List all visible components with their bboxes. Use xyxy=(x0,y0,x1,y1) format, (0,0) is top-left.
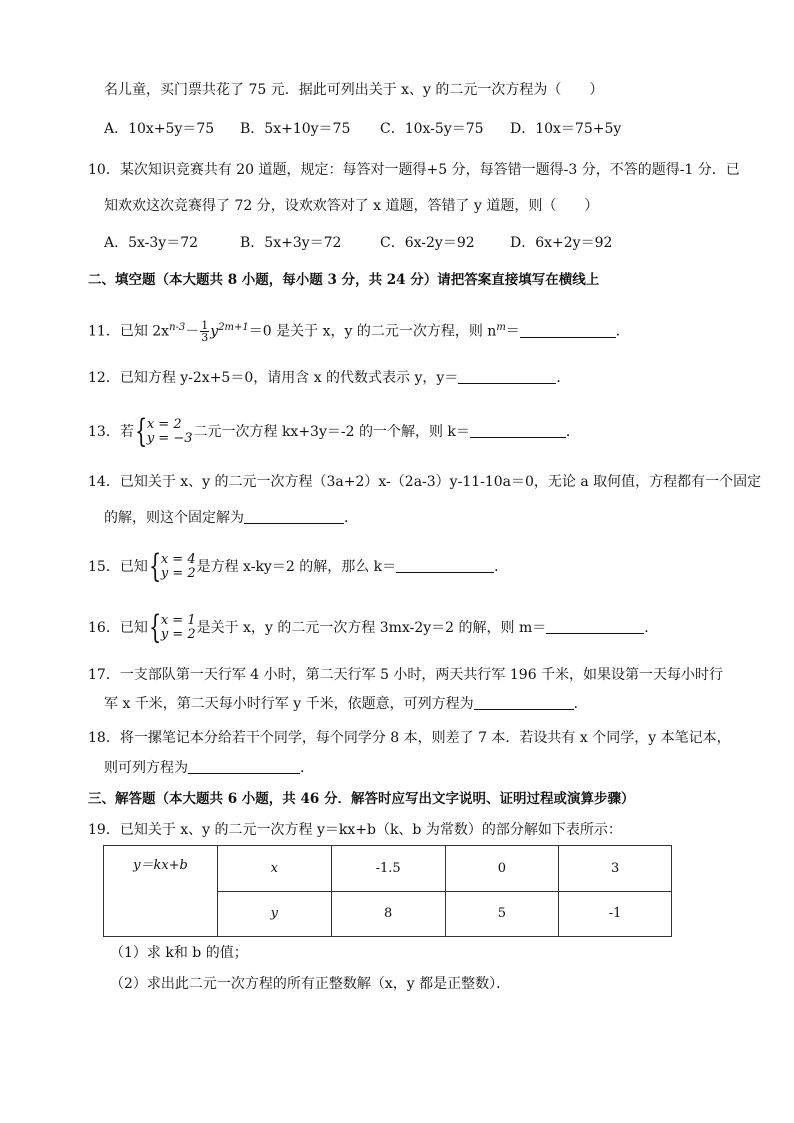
q17-answer-blank[interactable] xyxy=(474,695,574,710)
table-row-label-y: y xyxy=(218,891,332,937)
q19-text: 19．已知关于 x、y 的二元一次方程 y＝kx+b（k、b 为常数）的部分解如下表所示： xyxy=(88,822,622,838)
q16: 16．已知 { x = 1 y = 2 是关于 x，y 的二元一次方程 3mx-2y＝2 的解，则 m＝ ． xyxy=(88,608,659,646)
q14-line1: 14．已知关于 x、y 的二元一次方程（3a+2）x-（2a-3）y-11-10a＝0，无论 a 取何值，方程都有一个固定 xyxy=(88,474,762,490)
q18-line1: 18．将一摞笔记本分给若干个同学，每个同学分 8 本，则差了 7 本．若设共有 x 个同学，y 本笔记本， xyxy=(88,730,731,746)
q14-line2: 的解，则这个固定解为 ． xyxy=(104,510,358,526)
q10-line1: 10．某次知识竞赛共有 20 道题，规定：每答对一题得+5 分，每答错一题得-3 分，不答的题得-1 分．已 xyxy=(88,162,740,178)
q10-choice-c[interactable]: C．6x-2y＝92 xyxy=(380,235,475,251)
q15: 15．已知 { x = 4 y = 2 是方程 x-ky＝2 的解，那么 k＝ ． xyxy=(88,547,509,585)
q17-line2: 军 x 千米，第二天每小时行军 y 千米，依题意，可列方程为 ． xyxy=(104,696,588,712)
q13-answer-blank[interactable] xyxy=(470,423,566,438)
section-3-heading: 三、解答题（本大题共 6 小题，共 46 分．解答时应写出文字说明、证明过程或演算步骤） xyxy=(88,791,635,807)
q9-choice-c[interactable]: C．10x-5y＝75 xyxy=(380,121,484,137)
fraction-one-third: $\frac{1}{3}$ xyxy=(201,319,209,345)
q19-sub1: （1）求 k和 b 的值； xyxy=(110,945,248,961)
q18-answer-blank[interactable] xyxy=(188,759,300,774)
q12-answer-blank[interactable] xyxy=(458,369,556,384)
q11: 11．已知 $2x^{n-3}-$ $\frac{1}{3}$ $y^{2m+1}=0$ 是关于 x，y 的二元一次方程，则 $n^m=$ ． xyxy=(88,319,630,345)
q16-answer-blank[interactable] xyxy=(546,619,644,634)
q16-system: { x = 1 y = 2 xyxy=(148,608,196,646)
q9-text: 名儿童，买门票共花了 75 元．据此可列出关于 x、y 的二元一次方程为（ ） xyxy=(104,82,604,98)
table-cell: 0 xyxy=(445,846,559,892)
q10-choice-d[interactable]: D．6x+2y＝92 xyxy=(510,235,613,251)
q19-sub2: （2）求出此二元一次方程的所有正整数解（x，y 都是正整数）． xyxy=(110,976,511,992)
q9-choice-d[interactable]: D．10x＝75+5y xyxy=(510,121,622,137)
q19-table xyxy=(103,845,672,937)
table-cell: 5 xyxy=(445,891,559,937)
q9-choice-a[interactable]: A．10x+5y＝75 xyxy=(104,121,215,137)
q17-line1: 17．一支部队第一天行军 4 小时，第二天行军 5 小时，两天共行军 196 千米，如果设第一天每小时行 xyxy=(88,667,724,683)
q9-choice-b[interactable]: B．5x+10y＝75 xyxy=(240,121,351,137)
q10-choices xyxy=(104,233,664,253)
q12: 12．已知方程 y-2x+5＝0，请用含 x 的代数式表示 y，y＝ ． xyxy=(88,370,571,386)
q10-line2: 知欢欢这次竞赛得了 72 分，设欢欢答对了 x 道题，答错了 y 道题，则（ ） xyxy=(104,198,599,214)
q9-choices xyxy=(104,119,664,139)
q13-system: { x = 2 y = −3 xyxy=(134,412,193,450)
q14-answer-blank[interactable] xyxy=(244,509,344,524)
q13: 13．若 { x = 2 y = −3 二元一次方程 kx+3y＝-2 的一个解，则 k＝ ． xyxy=(88,412,580,450)
q18-line2: 则可列方程为 ． xyxy=(104,760,314,776)
q15-answer-blank[interactable] xyxy=(396,558,494,573)
q15-system: { x = 4 y = 2 xyxy=(148,547,196,585)
table-cell: 8 xyxy=(331,891,445,937)
q11-answer-blank[interactable] xyxy=(520,323,616,338)
q10-choice-a[interactable]: A．5x-3y＝72 xyxy=(104,235,199,251)
q10-choice-b[interactable]: B．5x+3y＝72 xyxy=(240,235,342,251)
table-head-cell: y＝kx+b xyxy=(104,846,218,937)
table-row-label-x: x xyxy=(218,846,332,892)
table-cell: -1.5 xyxy=(331,846,445,892)
section-2-heading: 二、填空题（本大题共 8 小题，每小题 3 分，共 24 分）请把答案直接填写在横线上 xyxy=(88,272,600,288)
table-cell: 3 xyxy=(559,846,672,892)
table-cell: -1 xyxy=(559,891,672,937)
